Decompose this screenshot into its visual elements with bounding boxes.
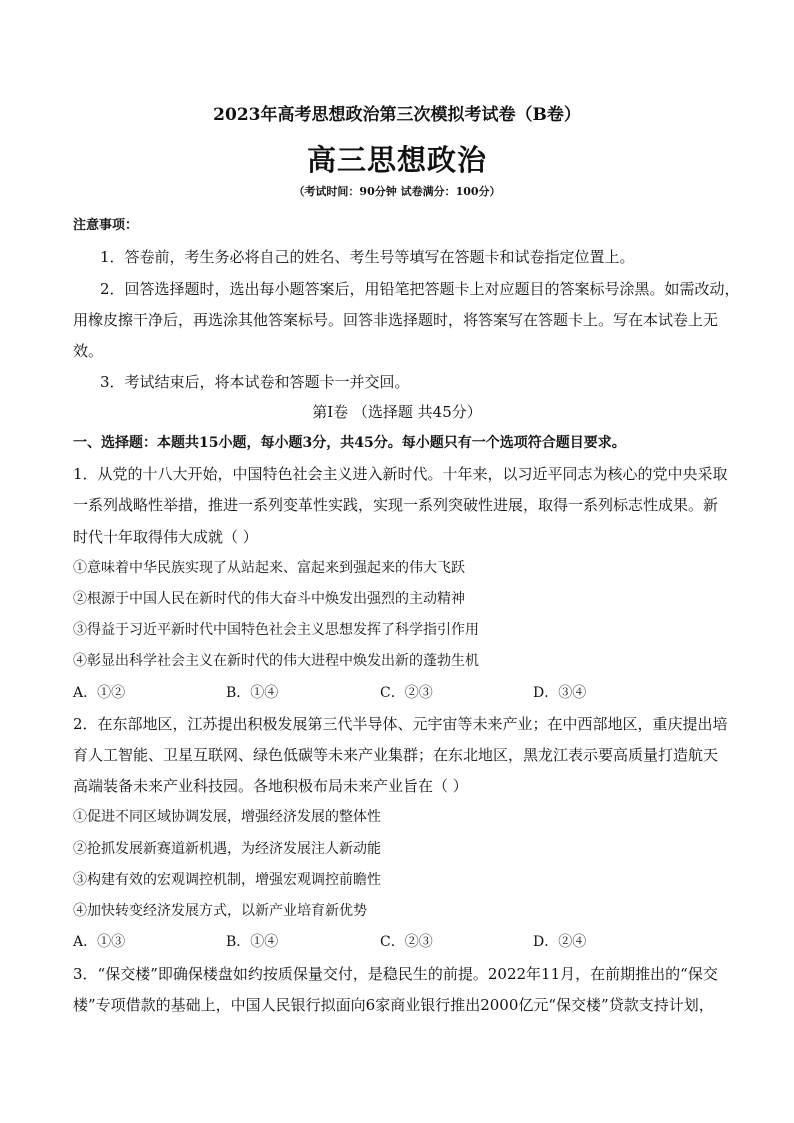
- q3-stem-line-1: 3．“保交楼”即确保楼盘如约按质保量交付，是稳民生的前提。2022年11月，在前期推出的“保交: [73, 965, 718, 983]
- note-item-1: 1．答卷前，考生务必将自己的姓名、考生号等填写在答题卡和试卷指定位置上。: [100, 248, 635, 266]
- q2-statement-2: ②抢抓发展新赛道新机遇，为经济发展注人新动能: [73, 841, 381, 857]
- q2-choice-c: C．②③: [380, 934, 433, 950]
- q2-stem-line-1: 2．在东部地区，江苏提出积极发展第三代半导体、元宇宙等未来产业；在中西部地区，重庆提出培: [73, 715, 728, 733]
- q1-stem-line-2: 一系列战略性举措，推进一系列变革性实践，实现一系列突破性进展，取得一系列标志性成果。新: [73, 496, 719, 514]
- q1-choice-b: B．①④: [226, 685, 279, 701]
- notes-heading: 注意事项：: [73, 218, 139, 233]
- q2-choice-a: A．①③: [73, 934, 126, 950]
- subject-title: 高三思想政治: [306, 143, 487, 177]
- q1-statement-2: ②根源于中国人民在新时代的伟大奋斗中焕发出强烈的主动精神: [73, 591, 465, 607]
- section-heading: 第Ⅰ卷 （选择题 共45分）: [312, 403, 482, 421]
- q2-choice-b: B．①④: [226, 934, 279, 950]
- section-instruction: 一、选择题：本题共15小题，每小题3分，共45分。每小题只有一个选项符合题目要求。: [73, 435, 626, 451]
- q1-choice-d: D．③④: [533, 685, 587, 701]
- q2-stem-line-3: 高端装备未来产业科技园。各地积极布局未来产业旨在（ ）: [73, 777, 468, 795]
- note-item-2-line-2: 用橡皮擦干净后，再选涂其他答案标号。回答非选择题时，将答案写在答题卡上。写在本试卷上无: [73, 311, 719, 329]
- q2-stem-line-2: 育人工智能、卫星互联网、绿色低碳等未来产业集群；在东北地区，黑龙江表示要高质量打造航天: [73, 746, 719, 764]
- q1-statement-1: ①意味着中华民族实现了从站起来、富起来到强起来的伟大飞跃: [73, 560, 465, 576]
- q1-stem-line-1: 1．从党的十八大开始，中国特色社会主义进入新时代。十年来，以习近平同志为核心的党中央采取: [73, 465, 728, 483]
- q3-stem-line-2: 楼”专项借款的基础上，中国人民银行拟面向6家商业银行推出2000亿元“保交楼”贷款支持计划，: [73, 996, 714, 1014]
- exam-title: 2023年高考思想政治第三次模拟考试卷（B卷）: [213, 105, 581, 125]
- q1-statement-4: ④彰显出科学社会主义在新时代的伟大进程中焕发出新的蓬勃生机: [73, 653, 479, 669]
- q1-stem-line-3: 时代十年取得伟大成就（ ）: [73, 528, 258, 546]
- note-item-3: 3．考试结束后，将本试卷和答题卡一并交回。: [100, 373, 410, 391]
- q2-statement-1: ①促进不同区域协调发展，增强经济发展的整体性: [73, 809, 381, 825]
- q1-statement-3: ③得益于习近平新时代中国特色社会主义思想发挥了科学指引作用: [73, 622, 479, 638]
- q2-statement-3: ③构建有效的宏观调控机制，增强宏观调控前瞻性: [73, 872, 381, 888]
- q2-choice-d: D．②④: [533, 934, 587, 950]
- note-item-2-line-1: 2．回答选择题时，选出每小题答案后，用铅笔把答题卡上对应题目的答案标号涂黑。如需改动，: [100, 280, 740, 298]
- q2-statement-4: ④加快转变经济发展方式，以新产业培育新优势: [73, 903, 367, 919]
- q1-choice-c: C．②③: [380, 685, 433, 701]
- exam-info: （考试时间：90分钟 试卷满分：100分）: [293, 185, 501, 198]
- q1-choice-a: A．①②: [73, 685, 126, 701]
- note-item-2-line-3: 效。: [73, 342, 104, 360]
